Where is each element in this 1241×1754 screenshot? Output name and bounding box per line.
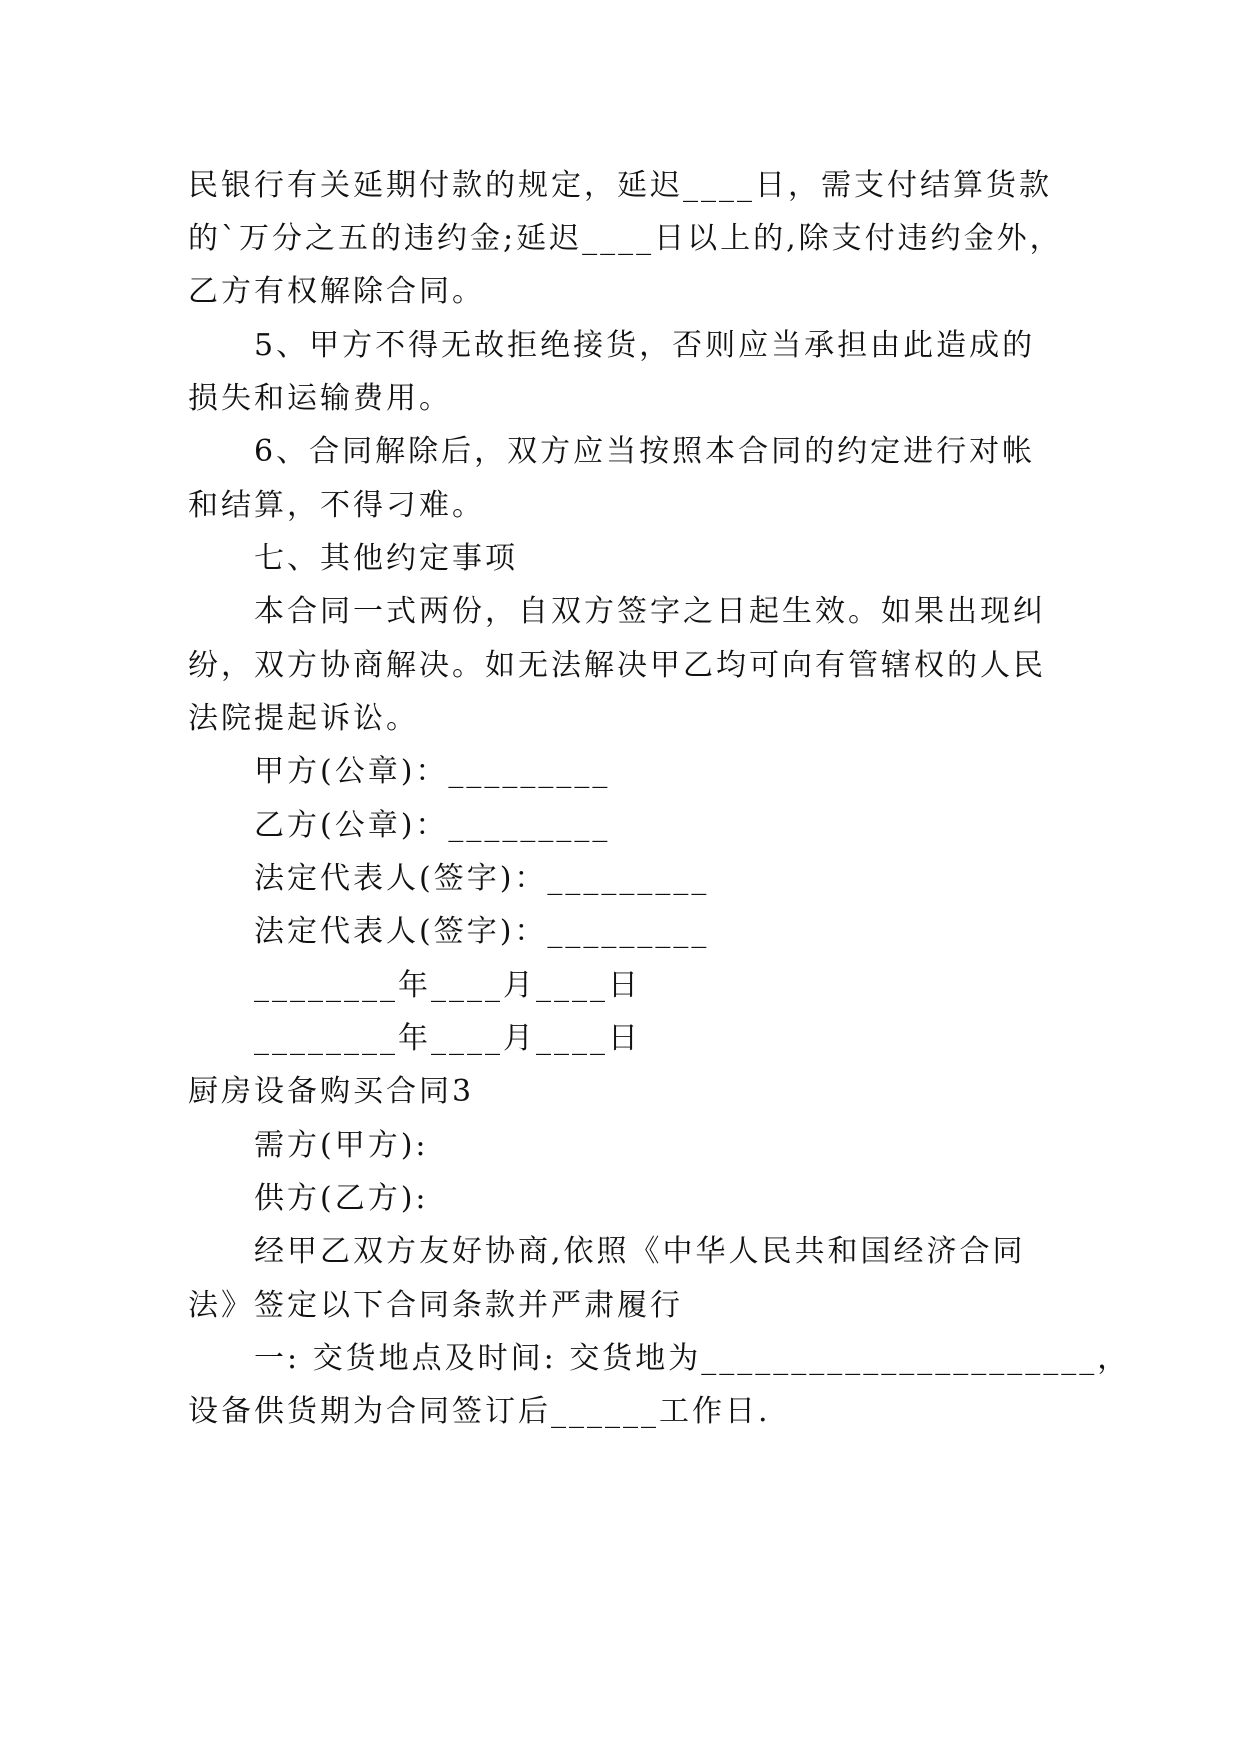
date-line: ________年____月____日: [254, 968, 641, 1003]
signature-line: 乙方(公章)：_________: [254, 808, 611, 843]
text-line: 本合同一式两份，自双方签字之日起生效。如果出现纠: [254, 594, 1046, 629]
text-line: 5、甲方不得无故拒绝接货，否则应当承担由此造成的: [254, 328, 1036, 363]
party-line: 供方(乙方):: [254, 1181, 429, 1216]
text-line: 经甲乙双方友好协商,依照《中华人民共和国经济合同: [254, 1234, 1026, 1269]
signature-line: 法定代表人(签字)：_________: [254, 861, 710, 896]
text-line: 损失和运输费用。: [188, 381, 452, 416]
document-title: 厨房设备购买合同3: [188, 1074, 475, 1109]
text-line: 的`万分之五的违约金;延迟____日以上的,除支付违约金外，: [188, 221, 1063, 256]
text-line: 民银行有关延期付款的规定，延迟____日，需支付结算货款: [188, 168, 1052, 203]
text-line: 和结算，不得刁难。: [188, 488, 485, 523]
signature-line: 甲方(公章)：_________: [254, 754, 611, 789]
text-line: 乙方有权解除合同。: [188, 274, 485, 309]
text-line: 6、合同解除后，双方应当按照本合同的约定进行对帐: [254, 434, 1036, 469]
date-line: ________年____月____日: [254, 1021, 641, 1056]
text-line: 设备供货期为合同签订后______工作日.: [188, 1394, 771, 1429]
text-line: 法院提起诉讼。: [188, 701, 419, 736]
section-heading: 七、其他约定事项: [254, 541, 518, 576]
text-line: 纷，双方协商解决。如无法解决甲乙均可向有管辖权的人民: [188, 648, 1046, 683]
signature-line: 法定代表人(签字)：_________: [254, 914, 710, 949]
party-line: 需方(甲方):: [254, 1128, 429, 1163]
text-line: 法》签定以下合同条款并严肃履行: [188, 1288, 683, 1323]
text-line: 一: 交货地点及时间: 交货地为______________________，: [254, 1341, 1131, 1376]
